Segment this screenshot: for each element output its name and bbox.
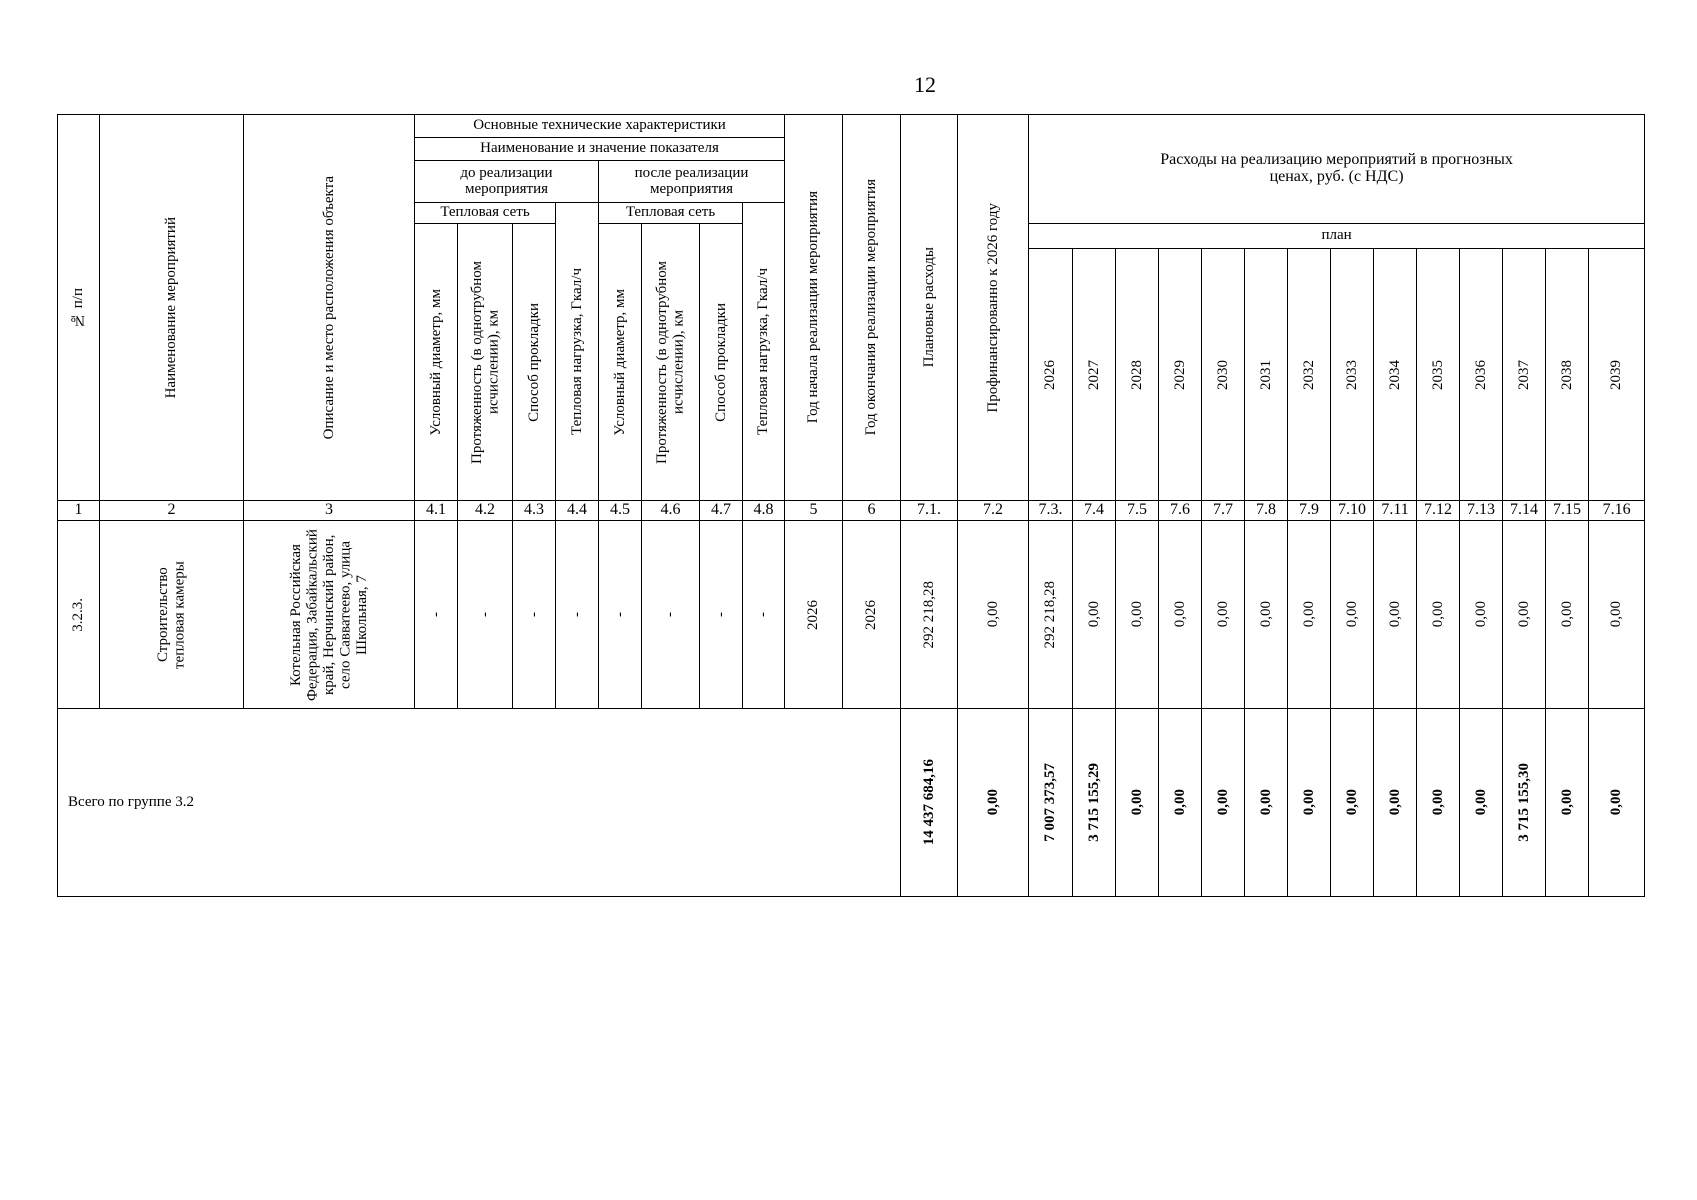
total-year-value: 3 715 155,29: [1073, 709, 1116, 897]
total-year-value: 0,00: [1159, 709, 1202, 897]
row-tech-value: -: [642, 521, 700, 709]
header-year-start: Год начала реализации мероприятия: [785, 115, 843, 501]
row-year-value: 0,00: [1503, 521, 1546, 709]
row-year-value: 0,00: [1417, 521, 1460, 709]
total-year-value: 0,00: [1331, 709, 1374, 897]
column-number: 7.12: [1417, 501, 1460, 521]
header-after: после реализации мероприятия: [599, 161, 785, 203]
total-prefinanced: 0,00: [958, 709, 1029, 897]
column-number: 7.14: [1503, 501, 1546, 521]
header-heat-load-before: Тепловая нагрузка, Гкал/ч: [556, 203, 599, 501]
column-number: 6: [843, 501, 901, 521]
header-heat-net-after: Тепловая сеть: [599, 203, 743, 224]
year-header: 2035: [1417, 249, 1460, 501]
column-number: 5: [785, 501, 843, 521]
year-header: 2027: [1073, 249, 1116, 501]
row-prefinanced: 0,00: [958, 521, 1029, 709]
header-heat-net-before: Тепловая сеть: [415, 203, 556, 224]
column-number: 4.7: [700, 501, 743, 521]
row-year-value: 0,00: [1288, 521, 1331, 709]
column-number: 7.13: [1460, 501, 1503, 521]
header-num: № п/п: [58, 115, 100, 501]
total-year-value: 0,00: [1116, 709, 1159, 897]
header-length-after: Протяженность (в однотрубном исчислении), км: [642, 224, 700, 501]
header-planned: Плановые расходы: [901, 115, 958, 501]
column-number: 7.9: [1288, 501, 1331, 521]
year-header: 2039: [1589, 249, 1645, 501]
row-year-value: 0,00: [1202, 521, 1245, 709]
row-tech-value: -: [599, 521, 642, 709]
header-laying-before: Способ прокладки: [513, 224, 556, 501]
header-name: Наименование мероприятий: [100, 115, 244, 501]
header-diameter-before: Условный диаметр, мм: [415, 224, 458, 501]
row-tech-value: -: [700, 521, 743, 709]
column-number: 7.1.: [901, 501, 958, 521]
page-number: 12: [914, 72, 936, 97]
total-year-value: 7 007 373,57: [1029, 709, 1073, 897]
header-location: Описание и место расположения объекта: [244, 115, 415, 501]
row-name: Строительство тепловая камеры: [100, 521, 244, 709]
year-header: 2028: [1116, 249, 1159, 501]
year-header: 2030: [1202, 249, 1245, 501]
column-number: 7.3.: [1029, 501, 1073, 521]
row-year-value: 0,00: [1245, 521, 1288, 709]
total-year-value: 0,00: [1546, 709, 1589, 897]
header-tech-main: Основные технические характеристики: [415, 115, 785, 138]
total-planned: 14 437 684,16: [901, 709, 958, 897]
row-year-value: 0,00: [1589, 521, 1645, 709]
row-tech-value: -: [743, 521, 785, 709]
year-header: 2036: [1460, 249, 1503, 501]
row-year-value: 0,00: [1073, 521, 1116, 709]
header-laying-after: Способ прокладки: [700, 224, 743, 501]
total-year-value: 0,00: [1288, 709, 1331, 897]
header-year-end: Год окончания реализации мероприятия: [843, 115, 901, 501]
row-year-value: 0,00: [1374, 521, 1417, 709]
row-tech-value: -: [415, 521, 458, 709]
row-tech-value: -: [556, 521, 599, 709]
column-number: 7.15: [1546, 501, 1589, 521]
column-number: 4.2: [458, 501, 513, 521]
column-numbers-row: [58, 501, 1645, 521]
row-tech-value: -: [513, 521, 556, 709]
total-year-value: 3 715 155,30: [1503, 709, 1546, 897]
column-number: 7.2: [958, 501, 1029, 521]
row-location: Котельная Российская Федерация, Забайкальский край, Нерчинский район, село Савватеево, улица Школьная, 7: [244, 521, 415, 709]
column-number: 4.5: [599, 501, 642, 521]
year-header: 2038: [1546, 249, 1589, 501]
column-number: 4.6: [642, 501, 700, 521]
header-prefinanced: Профинансированно к 2026 году: [958, 115, 1029, 501]
row-year-value: 0,00: [1460, 521, 1503, 709]
row-tech-value: -: [458, 521, 513, 709]
year-header: 2034: [1374, 249, 1417, 501]
total-year-value: 0,00: [1245, 709, 1288, 897]
row-year-end: 2026: [843, 521, 901, 709]
row-year-value: 0,00: [1116, 521, 1159, 709]
row-year-value: 0,00: [1159, 521, 1202, 709]
total-label: Всего по группе 3.2: [58, 709, 901, 897]
total-year-value: 0,00: [1589, 709, 1645, 897]
row-year-value: 0,00: [1331, 521, 1374, 709]
column-number: 4.8: [743, 501, 785, 521]
year-header: 2033: [1331, 249, 1374, 501]
year-header: 2029: [1159, 249, 1202, 501]
row-year-start: 2026: [785, 521, 843, 709]
year-header: 2031: [1245, 249, 1288, 501]
total-row: [58, 709, 1645, 897]
column-number: 4.4: [556, 501, 599, 521]
header-before: до реализации мероприятия: [415, 161, 599, 203]
row-planned: 292 218,28: [901, 521, 958, 709]
column-number: 2: [100, 501, 244, 521]
year-header: 2032: [1288, 249, 1331, 501]
year-header: 2037: [1503, 249, 1546, 501]
column-number: 7.5: [1116, 501, 1159, 521]
header-tech-sub: Наименование и значение показателя: [415, 138, 785, 161]
total-year-value: 0,00: [1460, 709, 1503, 897]
header-expenses: Расходы на реализацию мероприятий в прогнозных ценах, руб. (с НДС): [1029, 115, 1645, 224]
column-number: 7.10: [1331, 501, 1374, 521]
year-header: 2026: [1029, 249, 1073, 501]
expenses-table: [57, 114, 1645, 897]
column-number: 4.3: [513, 501, 556, 521]
column-number: 7.4: [1073, 501, 1116, 521]
column-number: 7.16: [1589, 501, 1645, 521]
column-number: 7.6: [1159, 501, 1202, 521]
header-diameter-after: Условный диаметр, мм: [599, 224, 642, 501]
column-number: 1: [58, 501, 100, 521]
header-plan: план: [1029, 224, 1645, 249]
column-number: 4.1: [415, 501, 458, 521]
column-number: 7.11: [1374, 501, 1417, 521]
column-number: 7.7: [1202, 501, 1245, 521]
row-num: 3.2.3.: [58, 521, 100, 709]
table-row: [58, 521, 1645, 709]
header-length-before: Протяженность (в однотрубном исчислении), км: [458, 224, 513, 501]
row-year-value: 292 218,28: [1029, 521, 1073, 709]
column-number: 7.8: [1245, 501, 1288, 521]
row-year-value: 0,00: [1546, 521, 1589, 709]
column-number: 3: [244, 501, 415, 521]
total-year-value: 0,00: [1417, 709, 1460, 897]
header-heat-load-after: Тепловая нагрузка, Гкал/ч: [743, 203, 785, 501]
total-year-value: 0,00: [1374, 709, 1417, 897]
total-year-value: 0,00: [1202, 709, 1245, 897]
